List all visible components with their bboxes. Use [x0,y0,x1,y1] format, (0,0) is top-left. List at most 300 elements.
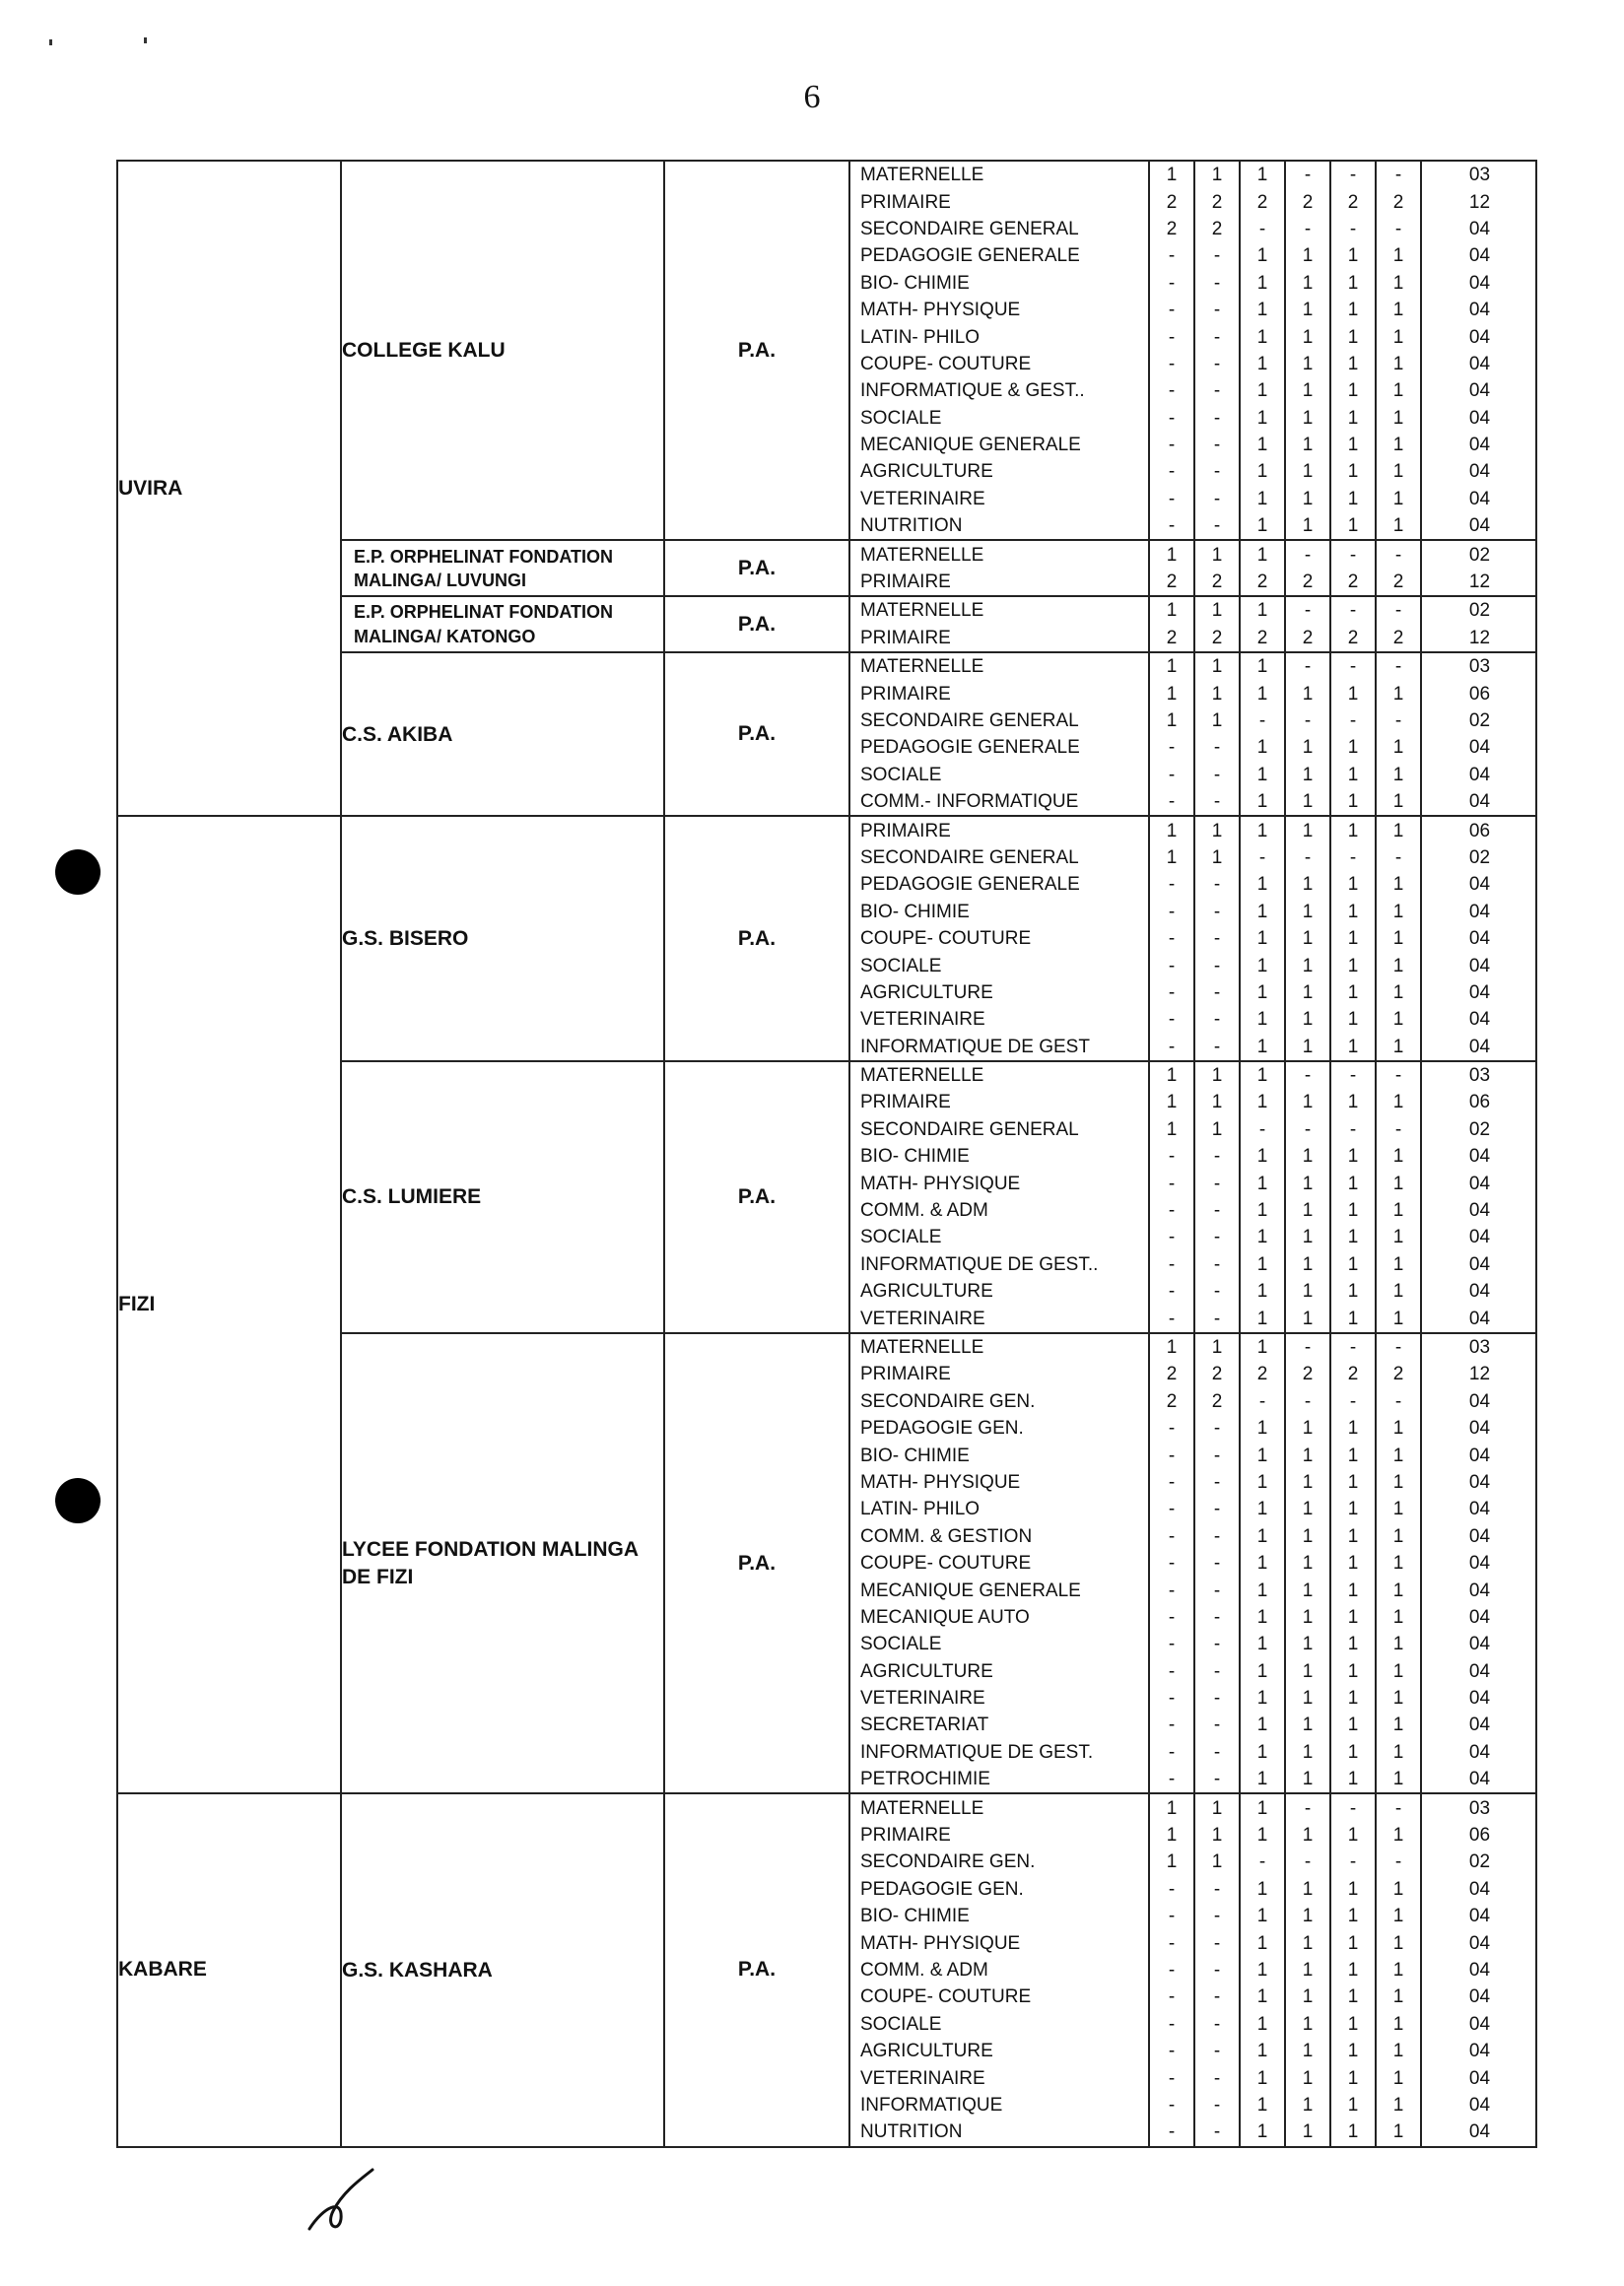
option-name: PEDAGOGIE GENERALE [860,245,1080,267]
class-count-cell: 1 [1330,817,1376,843]
class-count-cell: - [1330,216,1376,242]
class-count-cell: - [1194,1278,1240,1305]
option-name: BIO- CHIMIE [860,1445,970,1466]
option-row [850,1415,1537,1442]
class-count-cell: 1 [1285,2118,1330,2145]
option-row [850,1143,1537,1170]
options-table [850,817,1537,1060]
class-count-cell: 1 [1376,2092,1421,2118]
option-row [850,1604,1537,1631]
total-cell: 04 [1421,1197,1537,1224]
class-count-cell: - [1194,1006,1240,1033]
class-count-cell: 2 [1376,625,1421,651]
option-row [850,1766,1537,1792]
class-count-cell: 1 [1376,1766,1421,1792]
class-count-cell: 1 [1149,1794,1194,1821]
class-count-cell: 1 [1376,2064,1421,2091]
class-count-cell: 1 [1240,458,1285,485]
class-count-cell: - [1149,432,1194,458]
class-count-cell: - [1149,734,1194,761]
class-count-cell: 1 [1285,1469,1330,1496]
class-count-cell: 1 [1285,1224,1330,1250]
class-count-cell: - [1194,1631,1240,1657]
class-count-cell: - [1330,707,1376,734]
option-name: PRIMAIRE [860,627,951,648]
class-count-cell: 1 [1330,1523,1376,1550]
total-cell: 04 [1421,788,1537,815]
option-name: SOCIALE [860,955,942,976]
class-count-cell: 1 [1376,242,1421,269]
class-count-cell: - [1149,1685,1194,1712]
option-name: AGRICULTURE [860,461,993,483]
class-count-cell: - [1240,707,1285,734]
class-count-cell: - [1149,1170,1194,1196]
option-name: MATH- PHYSIQUE [860,1471,1021,1493]
total-cell: 04 [1421,1876,1537,1903]
class-count-cell: 1 [1376,1006,1421,1033]
class-count-cell: 1 [1330,1957,1376,1983]
class-count-cell: 1 [1330,1496,1376,1522]
option-name: PRIMAIRE [860,1825,951,1847]
class-count-cell: 1 [1240,1034,1285,1060]
class-count-cell: 1 [1330,377,1376,404]
option-row [850,734,1537,761]
class-count-cell: - [1240,844,1285,871]
options-table [850,1794,1537,2145]
class-count-cell: - [1194,1550,1240,1577]
punch-hole [55,849,101,895]
option-name: SOCIALE [860,407,942,429]
class-count-cell: 1 [1376,762,1421,788]
regime-cell: P.A. [664,816,849,1061]
class-count-cell: 1 [1240,1983,1285,2010]
class-count-cell: 1 [1330,2118,1376,2145]
total-cell: 02 [1421,1116,1537,1143]
class-count-cell: 1 [1330,323,1376,350]
class-count-cell: 1 [1376,1278,1421,1305]
class-count-cell: 1 [1330,1224,1376,1250]
class-count-cell: 1 [1285,1143,1330,1170]
option-name: PEDAGOGIE GEN. [860,1878,1024,1900]
option-name: MATERNELLE [860,165,984,186]
option-name: INFORMATIQUE & GEST.. [860,380,1085,402]
class-count-cell: 1 [1285,1631,1330,1657]
option-name: BIO- CHIMIE [860,1906,970,1927]
option-row [850,1469,1537,1496]
class-count-cell: - [1149,1577,1194,1603]
class-count-cell: - [1194,1469,1240,1496]
class-count-cell: 2 [1285,569,1330,595]
class-count-cell: 2 [1330,625,1376,651]
class-count-cell: 1 [1376,1251,1421,1278]
total-cell: 04 [1421,1305,1537,1331]
class-count-cell: 1 [1376,1305,1421,1331]
option-name: NUTRITION [860,2121,963,2143]
total-cell: 04 [1421,270,1537,297]
class-count-cell: - [1376,653,1421,680]
class-count-cell: - [1376,216,1421,242]
class-count-cell: - [1285,653,1330,680]
class-count-cell: - [1194,734,1240,761]
class-count-cell: 1 [1240,1929,1285,1956]
options-block [849,540,1536,596]
class-count-cell: - [1376,1794,1421,1821]
class-count-cell: 1 [1240,1442,1285,1468]
class-count-cell: - [1194,762,1240,788]
class-count-cell: 1 [1240,512,1285,539]
class-count-cell: 1 [1240,2064,1285,2091]
option-row [850,871,1537,898]
class-count-cell: 1 [1240,734,1285,761]
class-count-cell: 1 [1240,270,1285,297]
option-name: COUPE- COUTURE [860,1553,1032,1575]
class-count-cell: 1 [1240,1496,1285,1522]
option-name: INFORMATIQUE DE GEST [860,1036,1090,1057]
class-count-cell: 1 [1376,2011,1421,2038]
class-count-cell: - [1149,1876,1194,1903]
class-count-cell: 1 [1285,899,1330,925]
class-count-cell: - [1330,1388,1376,1415]
class-count-cell: - [1149,486,1194,512]
class-count-cell: 1 [1149,1116,1194,1143]
total-cell: 03 [1421,1062,1537,1089]
total-cell: 04 [1421,1657,1537,1684]
option-row [850,1334,1537,1361]
class-count-cell: 1 [1240,1197,1285,1224]
class-count-cell: 2 [1149,625,1194,651]
option-name: BIO- CHIMIE [860,1146,970,1168]
school-name-cell: G.S. BISERO [341,816,664,1061]
class-count-cell: 1 [1285,1006,1330,1033]
class-count-cell: 1 [1376,817,1421,843]
class-count-cell: 1 [1376,1034,1421,1060]
options-table [850,653,1537,815]
class-count-cell: 1 [1330,925,1376,952]
class-count-cell: 1 [1330,734,1376,761]
class-count-cell: 1 [1285,952,1330,978]
option-row [850,1170,1537,1196]
class-count-cell: 1 [1149,162,1194,188]
option-row [850,1577,1537,1603]
class-count-cell: 1 [1285,1550,1330,1577]
class-count-cell: 1 [1285,1929,1330,1956]
class-count-cell: - [1330,1849,1376,1875]
territory-cell: FIZI [117,816,341,1793]
option-row [850,2038,1537,2064]
class-count-cell: 1 [1285,486,1330,512]
class-count-cell: 1 [1285,871,1330,898]
class-count-cell: 1 [1330,2092,1376,2118]
class-count-cell: 1 [1240,351,1285,377]
class-count-cell: 1 [1376,458,1421,485]
class-count-cell: 1 [1330,1278,1376,1305]
class-count-cell: 1 [1240,1089,1285,1115]
option-name: MATERNELLE [860,1065,984,1087]
school-name-cell: E.P. ORPHELINAT FONDATION MALINGA/ LUVUNGI [341,540,664,596]
total-cell: 04 [1421,1224,1537,1250]
option-row [850,216,1537,242]
option-row [850,1361,1537,1387]
option-row [850,242,1537,269]
option-name: AGRICULTURE [860,1660,993,1682]
class-count-cell: 1 [1240,1224,1285,1250]
total-cell: 12 [1421,1361,1537,1387]
option-name: SOCIALE [860,2013,942,2035]
class-count-cell: 1 [1240,486,1285,512]
option-name: PEDAGOGIE GENERALE [860,737,1080,759]
class-count-cell: 1 [1376,297,1421,323]
class-count-cell: 1 [1330,405,1376,432]
class-count-cell: - [1194,1197,1240,1224]
options-block [849,1061,1536,1333]
class-count-cell: - [1149,1224,1194,1250]
class-count-cell: 1 [1240,2092,1285,2118]
class-count-cell: 1 [1149,653,1194,680]
total-cell: 04 [1421,2011,1537,2038]
option-row [850,1712,1537,1738]
class-count-cell: 1 [1376,952,1421,978]
class-count-cell: 1 [1330,1929,1376,1956]
class-count-cell: 2 [1194,569,1240,595]
class-count-cell: 1 [1240,1334,1285,1361]
class-count-cell: 2 [1194,188,1240,215]
option-name: PEDAGOGIE GEN. [860,1418,1024,1440]
class-count-cell: 1 [1194,1849,1240,1875]
option-row [850,432,1537,458]
class-count-cell: 1 [1240,2118,1285,2145]
option-row [850,541,1537,568]
class-count-cell: - [1149,458,1194,485]
class-count-cell: 2 [1194,216,1240,242]
class-count-cell: 1 [1376,1631,1421,1657]
class-count-cell: - [1194,1496,1240,1522]
total-cell: 04 [1421,1739,1537,1766]
option-name: INFORMATIQUE [860,2094,1003,2116]
class-count-cell: 1 [1330,1631,1376,1657]
class-count-cell: 1 [1285,979,1330,1006]
class-count-cell: 1 [1285,1604,1330,1631]
option-row [850,1496,1537,1522]
total-cell: 04 [1421,351,1537,377]
class-count-cell: 1 [1285,788,1330,815]
class-count-cell: 1 [1240,899,1285,925]
class-count-cell: 1 [1285,377,1330,404]
options-table [850,541,1537,595]
total-cell: 04 [1421,323,1537,350]
class-count-cell: 1 [1285,1739,1330,1766]
class-count-cell: 1 [1240,1278,1285,1305]
class-count-cell: 1 [1330,1712,1376,1738]
class-count-cell: 1 [1194,653,1240,680]
option-name: LATIN- PHILO [860,1499,981,1520]
option-row [850,788,1537,815]
class-count-cell: 2 [1149,188,1194,215]
total-cell: 04 [1421,216,1537,242]
class-count-cell: 1 [1376,1577,1421,1603]
total-cell: 04 [1421,979,1537,1006]
total-cell: 04 [1421,1550,1537,1577]
option-name: MATH- PHYSIQUE [860,1173,1021,1194]
class-count-cell: 1 [1285,1170,1330,1196]
class-count-cell: - [1194,1224,1240,1250]
option-name: AGRICULTURE [860,1281,993,1303]
option-row [850,2092,1537,2118]
class-count-cell: 1 [1194,597,1240,624]
total-cell: 04 [1421,899,1537,925]
option-name: SOCIALE [860,1634,942,1655]
class-count-cell: 1 [1240,1143,1285,1170]
class-count-cell: - [1376,541,1421,568]
class-count-cell: - [1194,1305,1240,1331]
class-count-cell: - [1285,1334,1330,1361]
option-name: VETERINAIRE [860,1009,985,1031]
total-cell: 02 [1421,1849,1537,1875]
class-count-cell: 1 [1376,1197,1421,1224]
class-count-cell: 1 [1330,1550,1376,1577]
class-count-cell: 1 [1330,1685,1376,1712]
class-count-cell: 1 [1376,1712,1421,1738]
class-count-cell: 1 [1194,680,1240,706]
option-name: AGRICULTURE [860,2041,993,2062]
option-row [850,188,1537,215]
class-count-cell: - [1285,844,1330,871]
option-name: SECONDAIRE GEN. [860,1390,1036,1412]
class-count-cell: - [1194,1523,1240,1550]
class-count-cell: 2 [1149,216,1194,242]
class-count-cell: 1 [1330,270,1376,297]
class-count-cell: - [1194,1712,1240,1738]
class-count-cell: - [1194,1251,1240,1278]
class-count-cell: 1 [1240,680,1285,706]
class-count-cell: 1 [1240,1415,1285,1442]
class-count-cell: - [1194,1929,1240,1956]
class-count-cell: 1 [1330,1034,1376,1060]
class-count-cell: - [1149,2064,1194,2091]
territory-cell: KABARE [117,1793,341,2146]
option-row [850,597,1537,624]
class-count-cell: 1 [1285,734,1330,761]
class-count-cell: - [1194,899,1240,925]
class-count-cell: 1 [1330,979,1376,1006]
class-count-cell: 1 [1330,242,1376,269]
option-name: PRIMAIRE [860,1092,951,1113]
option-name: VETERINAIRE [860,2067,985,2089]
class-count-cell: - [1149,1469,1194,1496]
class-count-cell: 2 [1285,188,1330,215]
total-cell: 06 [1421,1822,1537,1849]
class-count-cell: 1 [1240,1903,1285,1929]
class-count-cell: 1 [1376,1604,1421,1631]
school-row [117,1793,1536,2146]
class-count-cell: - [1194,979,1240,1006]
total-cell: 12 [1421,625,1537,651]
class-count-cell: 1 [1240,871,1285,898]
total-cell: 04 [1421,1415,1537,1442]
total-cell: 04 [1421,1957,1537,1983]
class-count-cell: - [1376,844,1421,871]
class-count-cell: - [1194,512,1240,539]
class-count-cell: 1 [1240,1631,1285,1657]
option-name: SECONDAIRE GENERAL [860,846,1079,868]
total-cell: 04 [1421,925,1537,952]
class-count-cell: - [1194,1143,1240,1170]
option-name: PETROCHIMIE [860,1769,990,1790]
option-name: COMM. & ADM [860,1959,988,1981]
option-name: PRIMAIRE [860,1364,951,1385]
class-count-cell: - [1194,2118,1240,2145]
class-count-cell: 1 [1240,817,1285,843]
class-count-cell: 1 [1149,680,1194,706]
class-count-cell: 2 [1330,569,1376,595]
option-row [850,512,1537,539]
options-block [849,1793,1536,2146]
class-count-cell: 1 [1285,2011,1330,2038]
class-count-cell: 1 [1194,1116,1240,1143]
class-count-cell: - [1149,1766,1194,1792]
total-cell: 04 [1421,1278,1537,1305]
class-count-cell: - [1285,541,1330,568]
total-cell: 04 [1421,734,1537,761]
option-name: COUPE- COUTURE [860,353,1032,374]
option-name: SECONDAIRE GEN. [860,1851,1036,1873]
total-cell: 04 [1421,1523,1537,1550]
option-name: SOCIALE [860,1227,942,1248]
option-row [850,1523,1537,1550]
class-count-cell: 1 [1330,512,1376,539]
option-row [850,952,1537,978]
school-name-cell: LYCEE FONDATION MALINGA DE FIZI [341,1333,664,1794]
class-count-cell: - [1149,979,1194,1006]
class-count-cell: 1 [1285,1685,1330,1712]
option-name: PEDAGOGIE GENERALE [860,874,1080,896]
option-name: COMM.- INFORMATIQUE [860,791,1079,813]
class-count-cell: 1 [1330,1577,1376,1603]
class-count-cell: 1 [1330,1415,1376,1442]
class-count-cell: - [1149,1550,1194,1577]
class-count-cell: 1 [1240,1766,1285,1792]
class-count-cell: 2 [1376,569,1421,595]
class-count-cell: 2 [1330,1361,1376,1387]
class-count-cell: 1 [1376,432,1421,458]
class-count-cell: 1 [1285,1876,1330,1903]
class-count-cell: 1 [1240,377,1285,404]
class-count-cell: 1 [1240,925,1285,952]
class-count-cell: 1 [1285,2092,1330,2118]
option-row [850,1034,1537,1060]
total-cell: 06 [1421,1089,1537,1115]
options-table [850,1334,1537,1793]
class-count-cell: 1 [1285,817,1330,843]
class-count-cell: 2 [1285,1361,1330,1387]
class-count-cell: 1 [1285,351,1330,377]
class-count-cell: 1 [1194,1794,1240,1821]
class-count-cell: - [1330,541,1376,568]
class-count-cell: 1 [1149,1062,1194,1089]
class-count-cell: 1 [1149,817,1194,843]
class-count-cell: - [1149,1034,1194,1060]
class-count-cell: 1 [1330,1739,1376,1766]
class-count-cell: 1 [1285,1712,1330,1738]
class-count-cell: - [1194,297,1240,323]
class-count-cell: - [1376,1849,1421,1875]
option-row [850,1929,1537,1956]
class-count-cell: 1 [1240,1305,1285,1331]
class-count-cell: 1 [1194,1334,1240,1361]
total-cell: 04 [1421,1766,1537,1792]
class-count-cell: 1 [1376,1876,1421,1903]
options-block [849,652,1536,816]
option-name: MATH- PHYSIQUE [860,300,1021,321]
